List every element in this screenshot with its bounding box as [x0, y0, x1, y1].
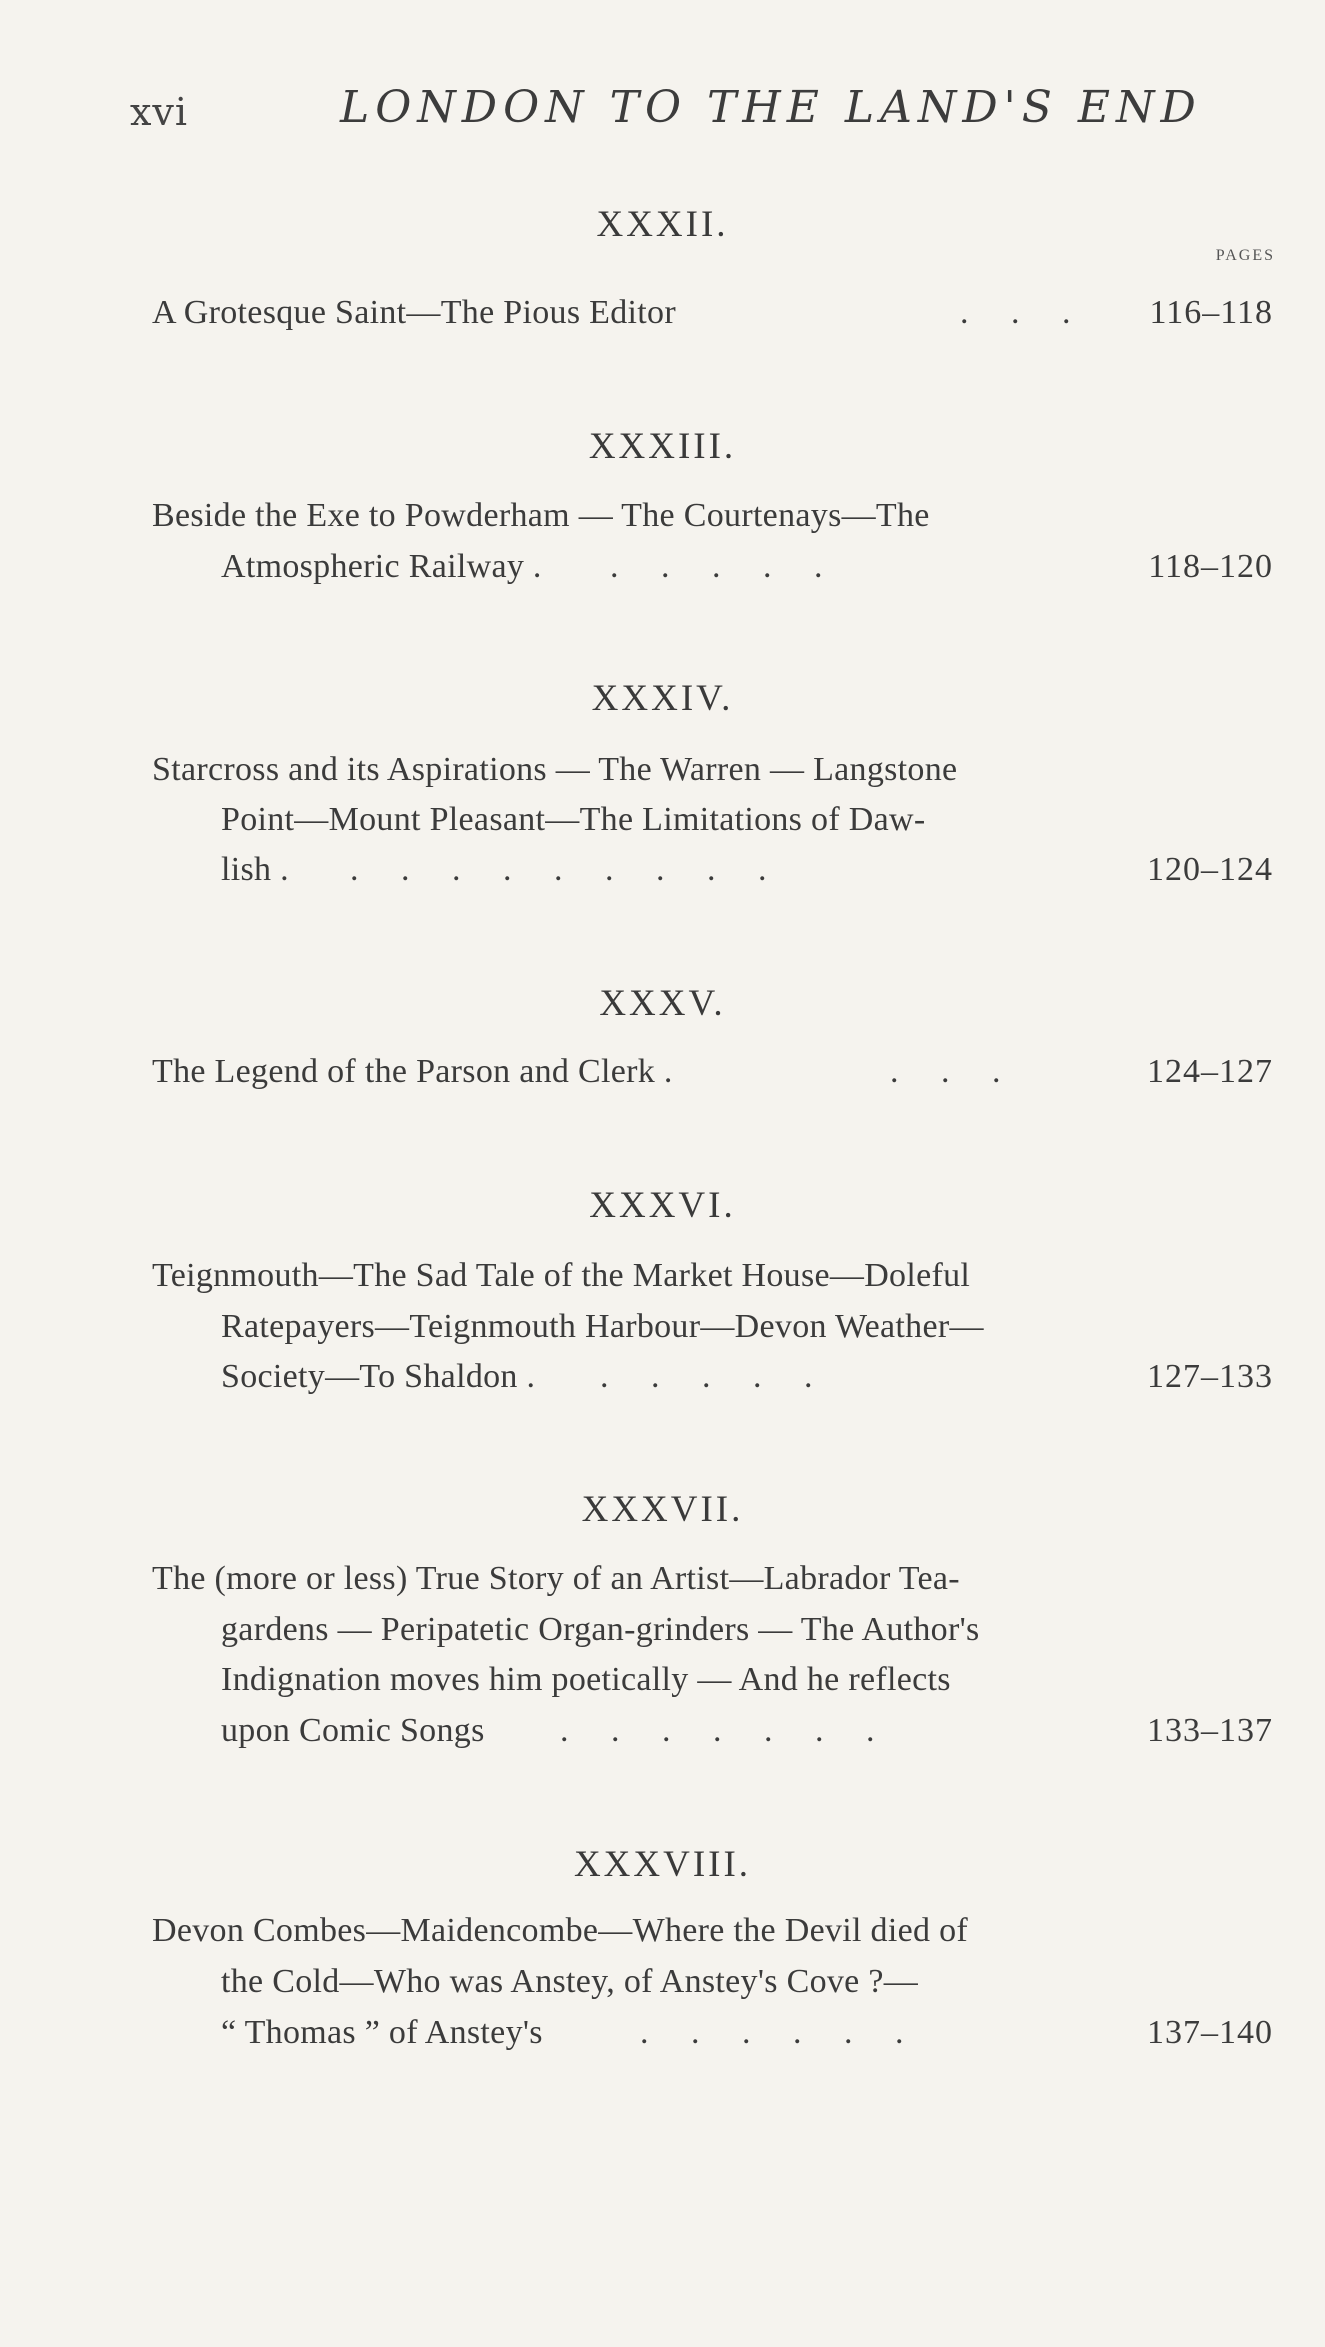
chapter-number: XXXVII. [581, 1489, 744, 1530]
pages-label: PAGES [1215, 247, 1275, 264]
dot-leader: . . . . . . [640, 2014, 904, 2051]
contents-line: gardens — Peripatetic Organ-grinders — The Author's [221, 1611, 980, 1648]
contents-line: lish . [221, 851, 289, 888]
contents-line: “ Thomas ” of Anstey's [221, 2014, 543, 2051]
page-range: 118–120 [1148, 548, 1273, 585]
contents-line: Atmospheric Railway . [221, 548, 542, 585]
dot-leader: . . . . . . . . . [350, 851, 767, 888]
contents-line: the Cold—Who was Anstey, of Anstey's Cove ?— [221, 1963, 919, 2000]
dot-leader: . . . . . . . [560, 1712, 875, 1749]
page-number: xvi [130, 90, 189, 134]
chapter-number: XXXIII. [588, 426, 737, 467]
contents-line: Point—Mount Pleasant—The Limitations of Daw- [221, 801, 926, 838]
page-range: 127–133 [1147, 1358, 1273, 1395]
contents-line: Devon Combes—Maidencombe—Where the Devil died of [152, 1912, 969, 1949]
page-range: 137–140 [1147, 2014, 1273, 2051]
contents-line: upon Comic Songs [221, 1712, 485, 1749]
chapter-number: XXXV. [599, 983, 726, 1024]
contents-line: Teignmouth—The Sad Tale of the Market House—Doleful [152, 1257, 971, 1294]
contents-line: Starcross and its Aspirations — The Warren — Langstone [152, 751, 958, 788]
contents-line: Society—To Shaldon . [221, 1358, 536, 1395]
chapter-number: XXXIV. [591, 678, 734, 719]
running-title: LONDON TO THE LAND'S END [340, 82, 1202, 133]
page-range: 116–118 [1149, 294, 1273, 331]
dot-leader: . . . . . [610, 548, 823, 585]
contents-line: Beside the Exe to Powderham — The Courtenays—The [152, 497, 930, 534]
page-range: 124–127 [1147, 1053, 1273, 1090]
chapter-number: XXXVIII. [573, 1844, 752, 1885]
contents-line: The (more or less) True Story of an Artist—Labrador Tea- [152, 1560, 960, 1597]
contents-line: Indignation moves him poetically — And he reflects [221, 1661, 951, 1698]
chapter-number: XXXVI. [589, 1185, 736, 1226]
page-range: 120–124 [1147, 851, 1273, 888]
contents-line: Ratepayers—Teignmouth Harbour—Devon Weather— [221, 1308, 984, 1345]
running-head [0, 82, 1325, 142]
contents-line: The Legend of the Parson and Clerk . [152, 1053, 673, 1090]
contents-line: A Grotesque Saint—The Pious Editor [152, 294, 676, 331]
chapter-number: XXXII. [596, 204, 729, 245]
page-range: 133–137 [1147, 1712, 1273, 1749]
dot-leader: . . . [890, 1053, 1001, 1090]
dot-leader: . . . [960, 294, 1071, 331]
dot-leader: . . . . . [600, 1358, 813, 1395]
